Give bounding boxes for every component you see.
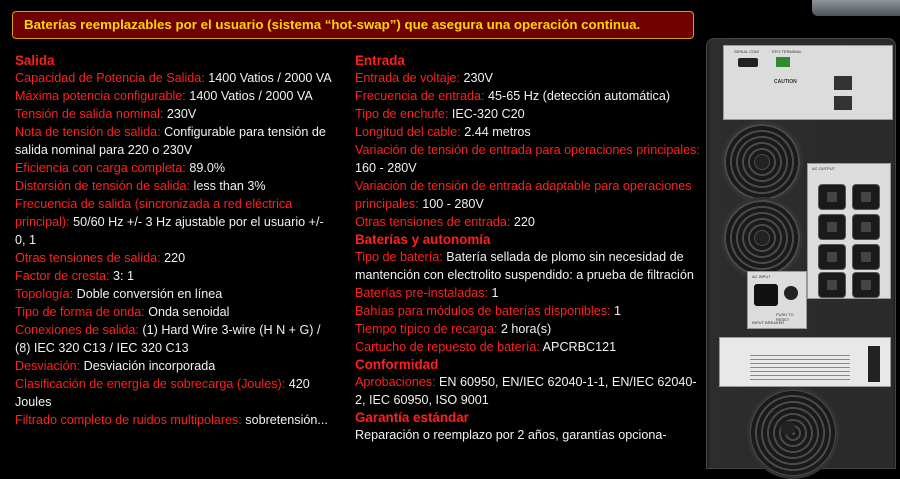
network-port-icon-2 [834, 96, 852, 110]
spec-key: Nota de tensión de salida: [15, 125, 161, 139]
spec-item [355, 105, 703, 123]
spec-value: 2 hora(s) [500, 322, 552, 336]
spec-item [355, 248, 703, 284]
spec-item [355, 141, 703, 177]
spec-key: Frecuencia de salida (sincronizada a red eléctrica principal): [15, 197, 293, 229]
input-panel [747, 271, 807, 329]
breaker-icon [784, 286, 798, 300]
cooling-fan-icon [721, 121, 803, 203]
spec-item [355, 338, 703, 356]
power-inlet-icon [754, 284, 778, 306]
output-panel [807, 163, 891, 299]
spec-key: Desviación: [15, 359, 81, 373]
epo-label: EPO TERMINAL [772, 49, 802, 54]
spec-item [15, 177, 337, 195]
spec-value: 1 [614, 304, 622, 318]
spec-value: 89.0% [189, 161, 226, 175]
ground-terminal-icon [868, 346, 880, 382]
spec-key: Aprobaciones: [355, 375, 436, 389]
spec-key: Variación de tensión de entrada adaptable para operaciones principales: [355, 179, 692, 211]
spec-item [15, 267, 337, 285]
spec-key: Conexiones de salida: [15, 323, 139, 337]
banner-text: Baterías reemplazables por el usuario (sistema “hot-swap”) que asegura una operación continua. [24, 17, 641, 32]
outlet-icon [852, 244, 880, 270]
outlet-icon [852, 184, 880, 210]
spec-key: Capacidad de Potencia de Salida: [15, 71, 205, 85]
input-breaker-label: INPUT BREAKER [752, 320, 785, 325]
push-reset-label: PUSH TO RESET [776, 312, 794, 322]
rating-table [750, 352, 850, 382]
serial-label: SERIAL COM [734, 49, 759, 54]
section-heading: Conformidad [355, 357, 439, 372]
spec-value: Configurable para tensión de salida nominal para 220 o 230V [15, 125, 326, 157]
spec-key: Máxima potencia configurable: [15, 89, 186, 103]
outlet-icon [818, 244, 846, 270]
spec-key: Baterías pre-instaladas: [355, 286, 489, 300]
outlet-icon [818, 272, 846, 298]
spec-item [15, 285, 337, 303]
spec-key: Tiempo típico de recarga: [355, 322, 498, 336]
spec-value: 420 Joules [15, 377, 310, 409]
spec-key: Longitud del cable: [355, 125, 461, 139]
spec-item [355, 177, 703, 213]
spec-item [15, 375, 337, 411]
spec-key: Factor de cresta: [15, 269, 110, 283]
spec-value: 45-65 Hz (detección automática) [488, 89, 671, 103]
spec-value: Reparación o reemplazo por 2 años, garantías opciona- [355, 428, 667, 442]
outlet-icon [818, 184, 846, 210]
spec-key: Tipo de forma de onda: [15, 305, 145, 319]
spec-key: Tipo de enchufe: [355, 107, 449, 121]
spec-item [15, 159, 337, 177]
spec-item [15, 123, 337, 159]
spec-value: Onda senoidal [148, 305, 230, 319]
spec-key: Distorsión de tensión de salida: [15, 179, 191, 193]
feature-banner [12, 11, 694, 39]
outlet-icon [852, 214, 880, 240]
spec-value: 50/60 Hz +/- 3 Hz ajustable por el usuario +/- 0, 1 [15, 215, 324, 247]
spec-item [355, 123, 703, 141]
spec-value: IEC-320 C20 [451, 107, 525, 121]
spec-key: Otras tensiones de entrada: [355, 215, 511, 229]
output-spec-list [15, 69, 337, 429]
rating-label [719, 337, 891, 387]
spec-value: 100 - 280V [422, 197, 484, 211]
spec-item [355, 284, 703, 302]
spec-key: Tipo de batería: [355, 250, 443, 264]
spec-value: Batería sellada de plomo sin necesidad de mantención con electrolito suspendido: a prueba de filtración [355, 250, 694, 282]
spec-value: 3: 1 [113, 269, 135, 283]
spec-key: Clasificación de energía de sobrecarga (Joules): [15, 377, 286, 391]
spec-item [355, 320, 703, 338]
network-port-icon [834, 76, 852, 90]
spec-item [15, 303, 337, 321]
spec-value: 160 - 280V [355, 161, 417, 175]
spec-item [355, 373, 703, 409]
serial-port-icon [738, 58, 758, 67]
cooling-fan-icon-3 [747, 387, 839, 479]
spec-value: less than 3% [193, 179, 266, 193]
spec-value: 2.44 metros [464, 125, 531, 139]
outlet-icon [852, 272, 880, 298]
cooling-fan-icon-2 [721, 197, 803, 279]
spec-value: APCRBC121 [542, 340, 617, 354]
spec-item [355, 302, 703, 320]
section-heading: Garantía estándar [355, 410, 469, 425]
spec-item [355, 69, 703, 87]
spec-value: 230V [463, 71, 493, 85]
spec-item [15, 87, 337, 105]
spec-value: EN 60950, EN/IEC 62040-1-1, EN/IEC 62040-2, IEC 60950, ISO 9001 [355, 375, 697, 407]
spec-value: 1 [491, 286, 499, 300]
ups-top-edge [812, 0, 900, 16]
spec-item [15, 357, 337, 375]
epo-connector-icon [776, 57, 790, 67]
caution-label: CAUTION [774, 79, 797, 85]
spec-item [15, 69, 337, 87]
spec-item [15, 195, 337, 249]
spec-key: Bahías para módulos de baterías disponibles: [355, 304, 611, 318]
spec-key: Otras tensiones de salida: [15, 251, 161, 265]
spec-key: Cartucho de repuesto de batería: [355, 340, 540, 354]
spec-item [355, 87, 703, 105]
spec-key: Tensión de salida nominal: [15, 107, 164, 121]
spec-key: Entrada de voltaje: [355, 71, 461, 85]
spec-item [15, 321, 337, 357]
ac-input-label: AC INPUT [752, 274, 771, 279]
output-specs-column [15, 52, 337, 429]
com-panel [723, 45, 893, 120]
spec-item [15, 249, 337, 267]
input-specs-column [355, 52, 703, 444]
spec-value: 230V [166, 107, 197, 121]
ac-output-label: AC OUTPUT [812, 166, 836, 171]
spec-key: Topología: [15, 287, 74, 301]
ups-rear-panel-image [706, 38, 896, 469]
spec-value: Doble conversión en línea [76, 287, 223, 301]
spec-key: Eficiencia con carga completa: [15, 161, 186, 175]
spec-key: Variación de tensión de entrada para operaciones principales: [355, 143, 700, 157]
spec-value: 1400 Vatios / 2000 VA [189, 89, 313, 103]
spec-value: Desviación incorporada [83, 359, 216, 373]
spec-item [355, 213, 703, 231]
spec-value: sobretensión... [245, 413, 328, 427]
spec-item [355, 426, 703, 444]
spec-item [15, 411, 337, 429]
spec-value: 220 [513, 215, 535, 229]
section-heading-output: Salida [15, 53, 55, 68]
spec-value: 1400 Vatios / 2000 VA [208, 71, 332, 85]
outlet-icon [818, 214, 846, 240]
spec-key: Filtrado completo de ruidos multipolares: [15, 413, 242, 427]
spec-value: 220 [164, 251, 186, 265]
spec-value: (1) Hard Wire 3-wire (H N + G) / (8) IEC 320 C13 / IEC 320 C13 [15, 323, 321, 355]
spec-item [15, 105, 337, 123]
section-heading: Entrada [355, 53, 405, 68]
section-heading: Baterías y autonomía [355, 232, 491, 247]
spec-key: Frecuencia de entrada: [355, 89, 485, 103]
